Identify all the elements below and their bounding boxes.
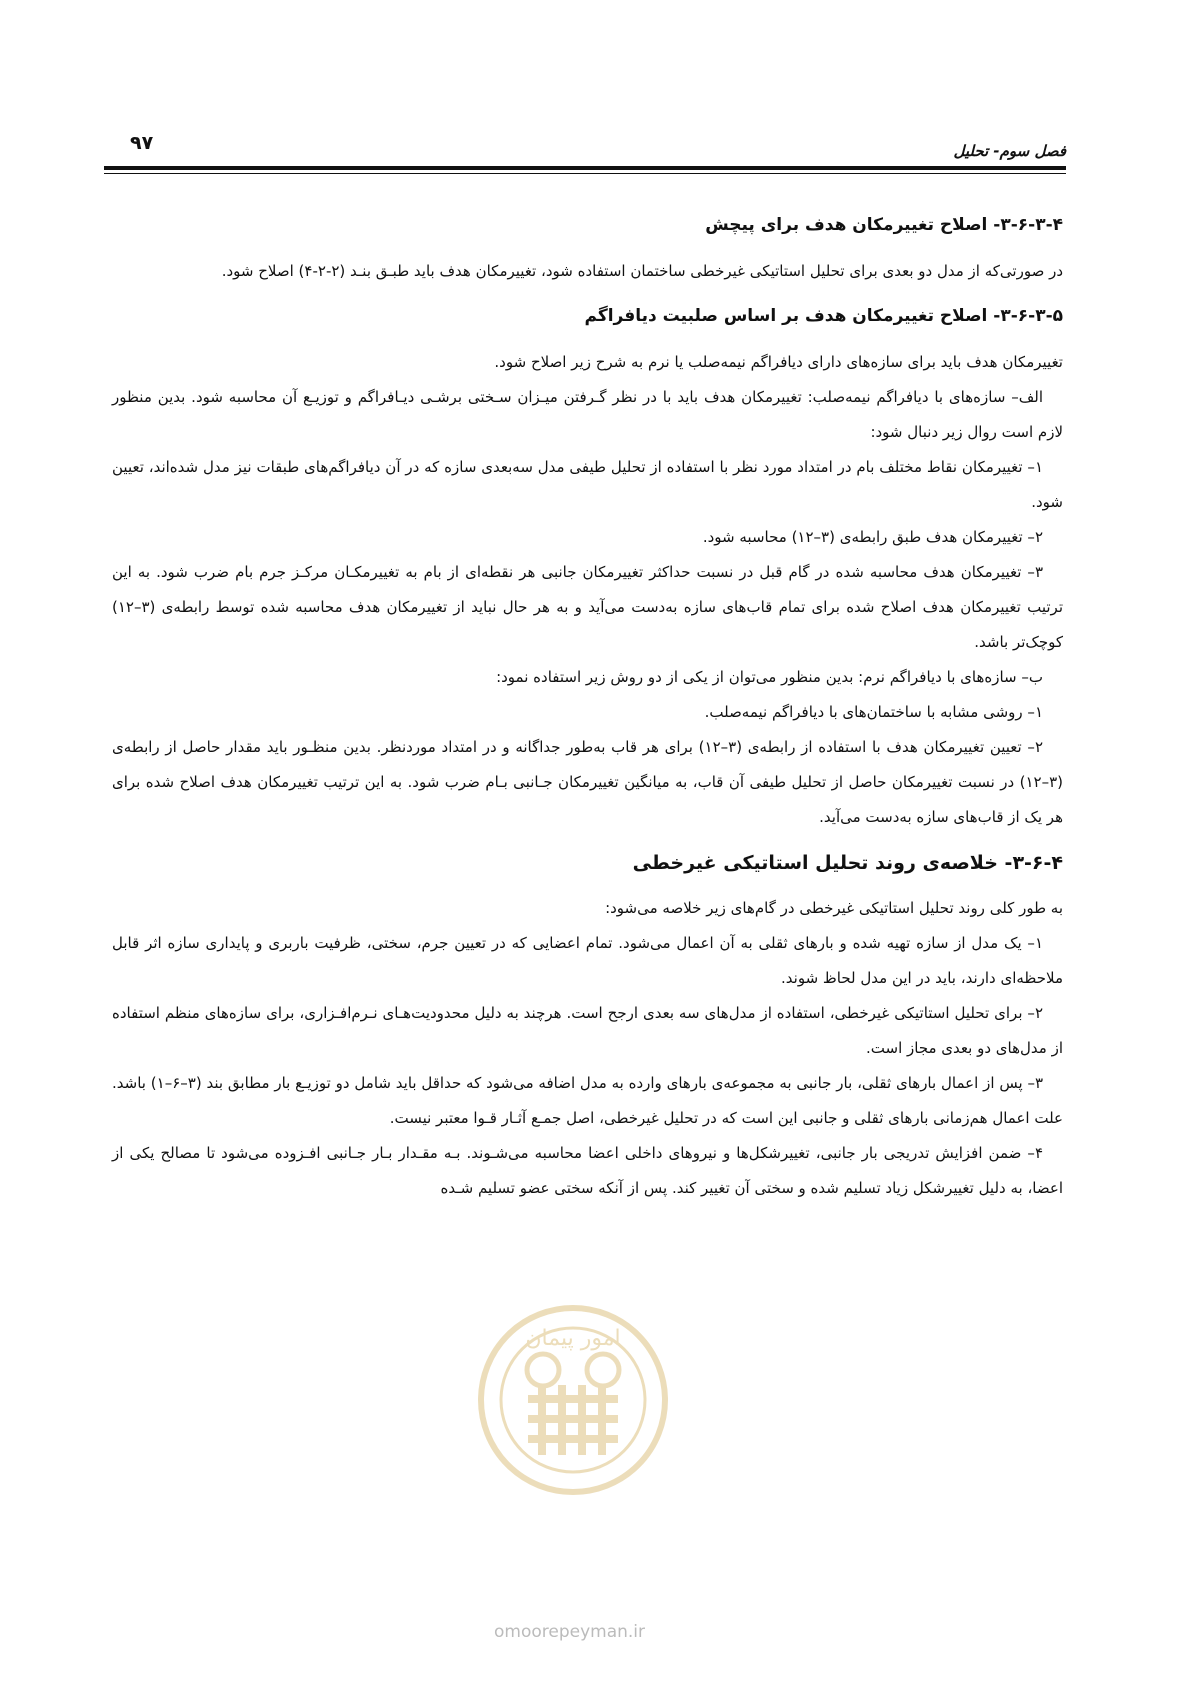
paragraph: ۲– تغییرمکان هدف طبق رابطه‌ی (۳–۱۲) محاسبه شود. — [702, 528, 1043, 546]
section-heading: ۳-۶-۳-۵- اصلاح تغییرمکان هدف بر اساس صلبیت دیافراگم — [584, 306, 1063, 326]
paragraph: ۲– تعیین تغییرمکان هدف با استفاده از رابطه‌ی (۳–۱۲) برای هر قاب به‌طور جداگانه و در امتداد موردنظر. بدین منظـور باید مقدار حاصل از رابطه‌ی (۳–۱۲) در نسبت تغییرمکان حاصل از تحلیل طیفی آن قاب، به میانگین تغییرمکان جـانبی بـام ضرب شود. به این ترتیب تغییرمکان هدف اصلاح شده برای هر یک از قاب‌های سازه به‌دست می‌آید. — [112, 738, 1063, 826]
page-body — [112, 210, 1063, 1206]
paragraph: ۱– تغییرمکان نقاط مختلف بام در امتداد مورد نظر با استفاده از تحلیل طیفی مدل سه‌بعدی سازه که در آن دیافراگم‌های طبقات نیز مدل شده‌اند، تعیین شود. — [112, 458, 1063, 511]
section-heading: ۳-۶-۴- خلاصه‌ی روند تحلیل استاتیکی غیرخطی — [632, 852, 1063, 874]
watermark-logo-icon — [468, 1300, 678, 1500]
paragraph: به طور کلی روند تحلیل استاتیکی غیرخطی در گام‌های زیر خلاصه می‌شود: — [605, 899, 1063, 917]
paragraph: در صورتی‌که از مدل دو بعدی برای تحلیل استاتیکی غیرخطی ساختمان استفاده شود، تغییرمکان هدف باید طبـق بنـد (۲-۲-۴) اصلاح شود. — [221, 262, 1063, 280]
paragraph: ۳– پس از اعمال بارهای ثقلی، بار جانبی به مجموعه‌ی بارهای وارده به مدل اضافه می‌شود که حداقل باید شامل دو توزیـع بار مطابق بند (۳–۶–۱) باشد. علت اعمال هم‌زمانی بارهای ثقلی و جانبی این است که در تحلیل غیرخطی، اصل جمـع آثـار قـوا معتبر نیست. — [112, 1074, 1063, 1127]
watermark-url: omoorepeyman.ir — [494, 1622, 646, 1642]
paragraph: ب– سازه‌های با دیافراگم نرم: بدین منظور می‌توان از یکی از دو روش زیر استفاده نمود: — [496, 668, 1043, 686]
paragraph: ۴– ضمن افزایش تدریجی بار جانبی، تغییرشکل‌ها و نیروهای داخلی اعضا محاسبه می‌شـوند. بـه مقـدار بـار جـانبی افـزوده می‌شود تا مصالح یکی از اعضا، به دلیل تغییرشکل زیاد تسلیم شده و سختی آن تغییر کند. پس از آنکه سختی عضو تسلیم شـده — [112, 1144, 1063, 1197]
watermark-logo-text: امور پیمان — [525, 1326, 621, 1351]
paragraph: ۲– برای تحلیل استاتیکی غیرخطی، استفاده از مدل‌های سه بعدی ارجح است. هرچند به دلیل محدودیت‌هـای نـرم‌افـزاری، برای سازه‌های منظم استفاده از مدل‌های دو بعدی مجاز است. — [112, 1004, 1063, 1057]
header-rule-thick — [104, 166, 1066, 170]
page-header — [104, 132, 1066, 162]
paragraph: ۱– روشی مشابه با ساختمان‌های با دیافراگم نیمه‌صلب. — [704, 703, 1043, 721]
section-heading: ۳-۶-۳-۴- اصلاح تغییرمکان هدف برای پیچش — [705, 215, 1063, 235]
page-number: ۹۷ — [130, 132, 154, 154]
paragraph: الف– سازه‌های با دیافراگم نیمه‌صلب: تغییرمکان هدف باید با در نظر گـرفتن میـزان سـختی برشـی دیـافراگم و توزیـع آن محاسبه شود. بدین منظور لازم است روال زیر دنبال شود: — [112, 388, 1063, 441]
paragraph: ۱– یک مدل از سازه تهیه شده و بارهای ثقلی به آن اعمال می‌شود. تمام اعضایی که در تعیین جرم، سختی، ظرفیت باربری و پایداری سازه اثر قابل ملاحظه‌ای دارند، باید در این مدل لحاظ شوند. — [112, 934, 1063, 987]
paragraph: ۳– تغییرمکان هدف محاسبه شده در گام قبل در نسبت حداکثر تغییرمکان جانبی هر نقطه‌ای از بام به تغییرمکـان مرکـز جرم بام ضرب شود. به این ترتیب تغییرمکان هدف اصلاح شده برای تمام قاب‌های سازه به‌دست می‌آید و به هر حال نباید از تغییرمکان هدف محاسبه شده توسط رابطه‌ی (۳–۱۲) کوچک‌تر باشد. — [112, 563, 1063, 651]
chapter-title: فصل سوم- تحلیل — [953, 142, 1066, 160]
header-rule-thin — [104, 173, 1066, 174]
paragraph: تغییرمکان هدف باید برای سازه‌های دارای دیافراگم نیمه‌صلب یا نرم به شرح زیر اصلاح شود. — [494, 353, 1063, 371]
